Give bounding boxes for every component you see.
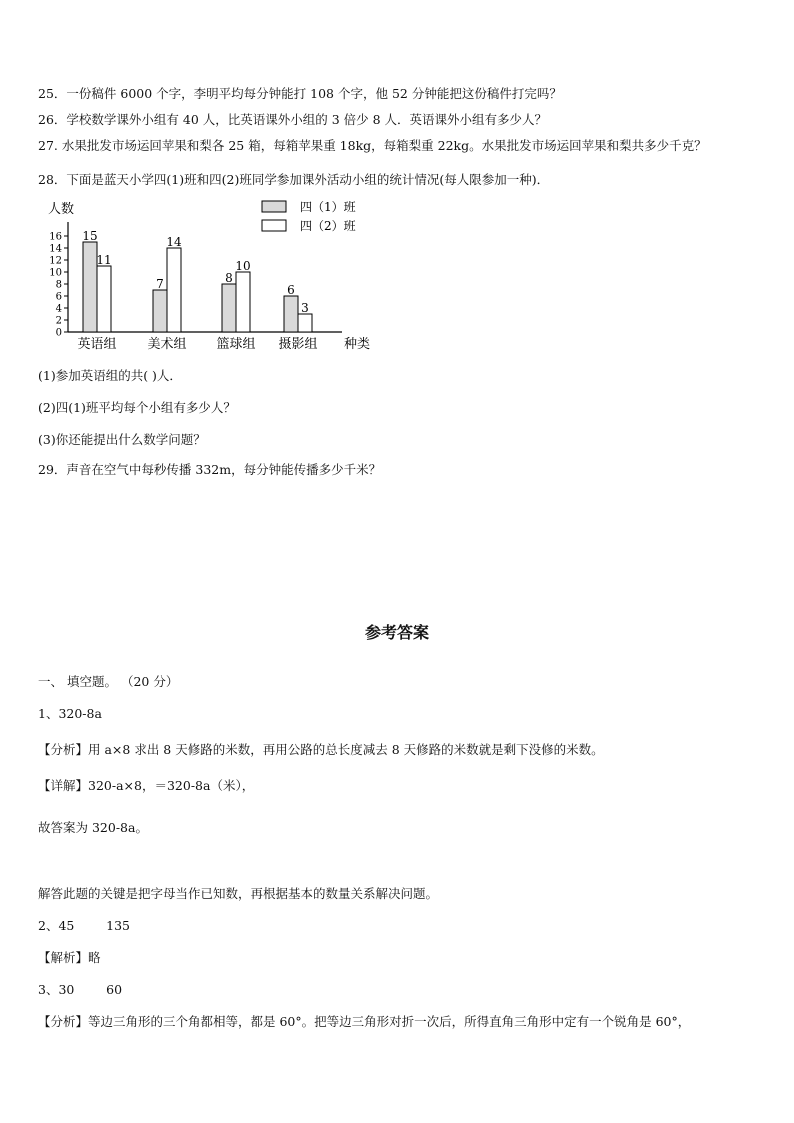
data-label: 6 [287, 283, 295, 297]
legend-swatch [262, 201, 286, 212]
question-26: 26．学校数学课外小组有 40 人，比英语课外小组的 3 倍少 8 人．英语课外小组有多少人？ [38, 112, 548, 127]
y-tick-label: 16 [49, 231, 62, 243]
question-27: 27. 水果批发市场运回苹果和梨各 25 箱，每箱苹果重 18kg，每箱梨重 22kg。水果批发市场运回苹果和梨共多少千克？ [38, 138, 707, 153]
answer-2-analysis: 【解析】略 [38, 950, 101, 965]
bar-chart [30, 192, 390, 354]
bar [153, 290, 167, 332]
answers-title: 参考答案 [364, 623, 429, 642]
category-label: 篮球组 [216, 337, 256, 352]
y-tick-label: 14 [49, 243, 62, 255]
legend-label: 四（2）班 [300, 219, 356, 233]
question-25: 25．一份稿件 6000 个字，李明平均每分钟能打 108 个字，他 52 分钟能把这份稿件打完吗？ [38, 86, 562, 101]
question-28-part-1: (1)参加英语组的共( )人． [38, 368, 182, 383]
bar [83, 242, 97, 332]
category-label: 美术组 [147, 337, 187, 352]
legend-label: 四（1）班 [300, 200, 356, 214]
answer-1-conclusion: 故答案为 320-8a。 [38, 820, 148, 835]
bar [284, 296, 298, 332]
data-label: 14 [166, 235, 182, 249]
y-tick-label: 12 [49, 255, 62, 267]
data-label: 11 [96, 253, 112, 267]
y-tick-label: 6 [55, 291, 62, 303]
y-axis-title: 人数 [48, 202, 75, 217]
y-tick-label: 10 [49, 267, 62, 279]
category-label: 摄影组 [278, 337, 318, 352]
data-label: 15 [82, 229, 98, 243]
question-29: 29．声音在空气中每秒传播 332m，每分钟能传播多少千米？ [38, 462, 382, 477]
data-label: 3 [301, 301, 309, 315]
data-label: 10 [235, 259, 251, 273]
answer-1-comment: 解答此题的关键是把字母当作已知数，再根据基本的数量关系解决问题。 [38, 886, 439, 901]
question-28-part-2: (2)四(1)班平均每个小组有多少人？ [38, 400, 236, 415]
x-axis-title: 种类 [344, 337, 371, 352]
answer-1-analysis: 【分析】用 a×8 求出 8 天修路的米数，再用公路的总长度减去 8 天修路的米数就是剩下没修的米数。 [38, 742, 604, 757]
y-tick-label: 8 [55, 279, 62, 291]
bar [236, 272, 250, 332]
question-28: 28．下面是蓝天小学四(1)班和四(2)班同学参加课外活动小组的统计情况(每人限参加一种)． [38, 172, 550, 187]
answer-2: 2、45 135 [38, 918, 131, 933]
y-tick-label: 4 [55, 303, 62, 315]
section-1-heading: 一、 填空题。 （20 分） [38, 674, 179, 689]
y-tick-label: 2 [55, 315, 62, 327]
answer-1-detail: 【详解】320-a×8，＝320-8a（米）， [38, 778, 255, 793]
question-28-part-3: (3)你还能提出什么数学问题？ [38, 432, 206, 447]
bar [97, 266, 111, 332]
bar [222, 284, 236, 332]
answer-3-analysis: 【分析】等边三角形的三个角都相等，都是 60°。把等边三角形对折一次后，所得直角三角形中定有一个锐角是 60°， [38, 1014, 691, 1029]
bar [167, 248, 181, 332]
legend-swatch [262, 220, 286, 231]
bar [298, 314, 312, 332]
y-tick-label: 0 [55, 327, 62, 339]
data-label: 8 [225, 271, 233, 285]
answer-1: 1、320-8a [38, 706, 102, 721]
data-label: 7 [156, 277, 164, 291]
category-label: 英语组 [77, 337, 117, 352]
answer-3: 3、30 60 [38, 982, 123, 997]
